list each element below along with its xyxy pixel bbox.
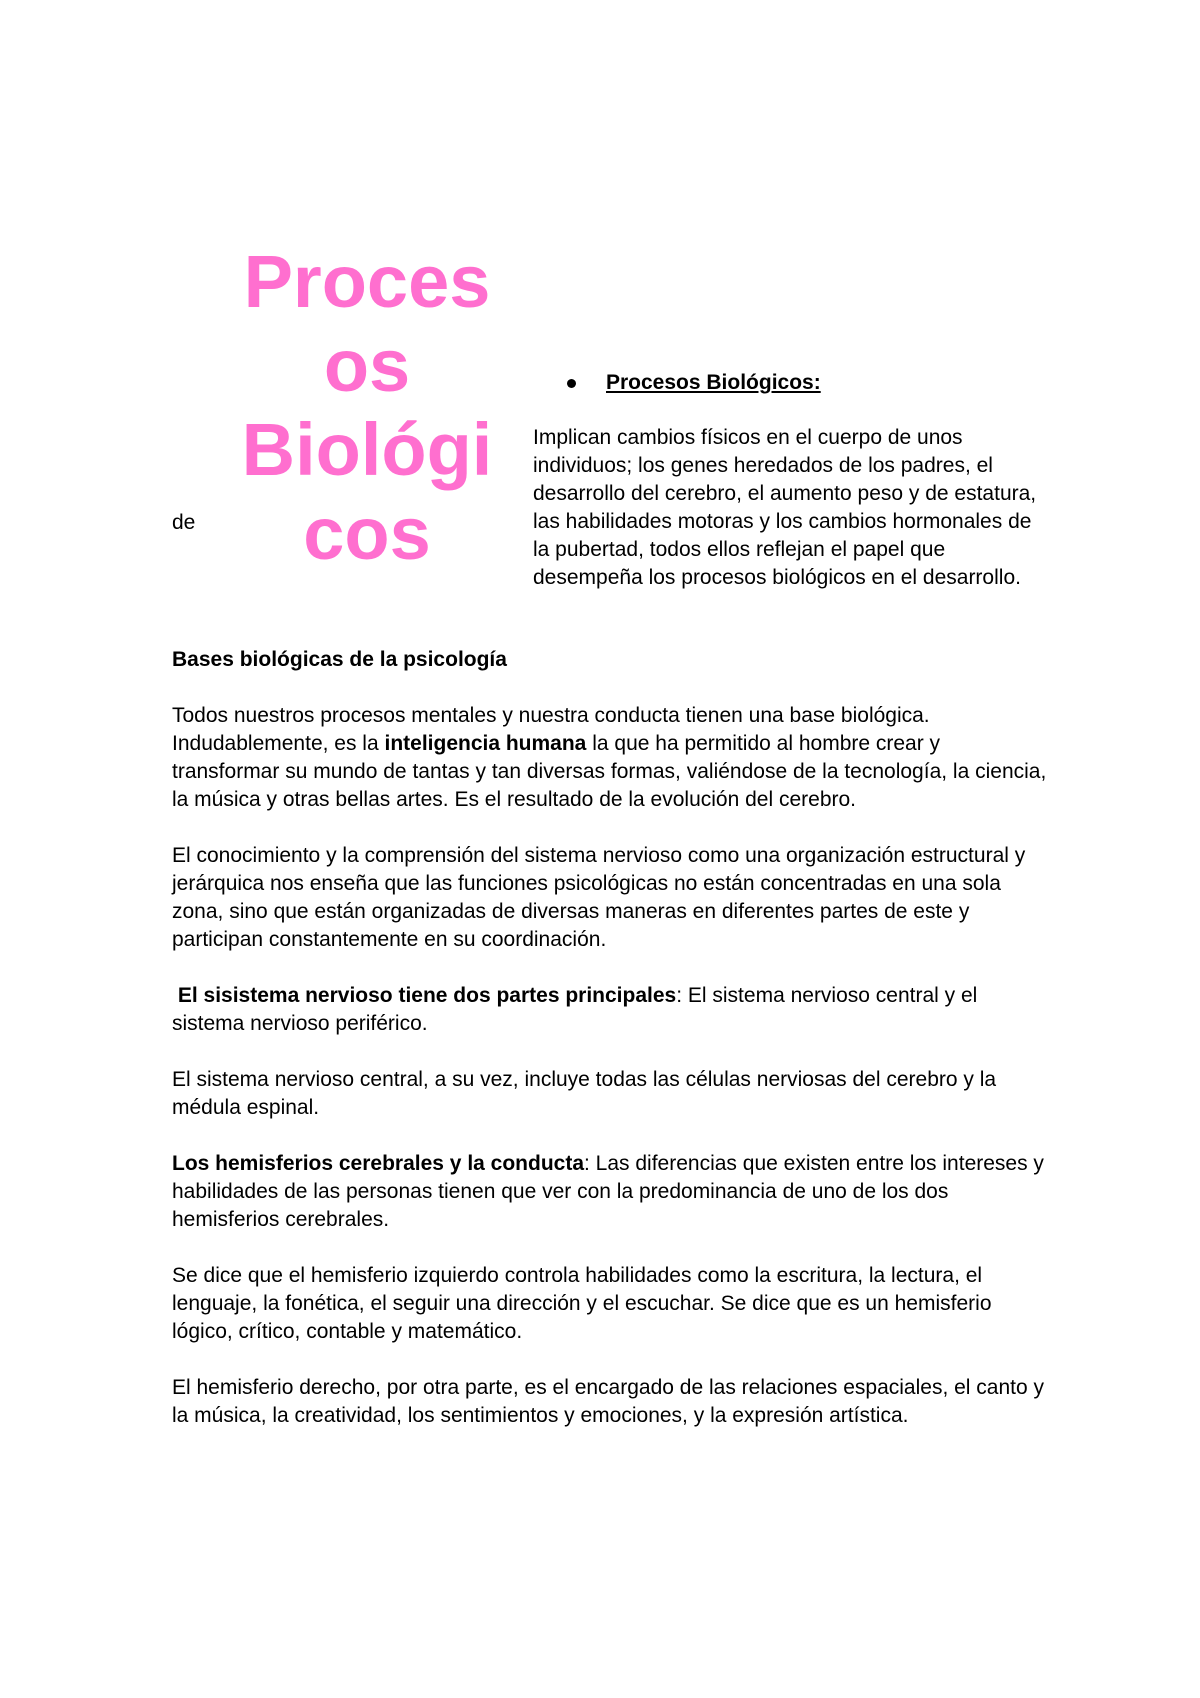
wordart-line: Proces — [243, 240, 491, 323]
wordart-line: Biológi — [241, 408, 493, 491]
main-body — [172, 646, 1052, 1458]
paragraph-7: El hemisferio derecho, por otra parte, es el encargado de las relaciones espaciales, el canto y la música, la creatividad, los sentimientos y emociones, y la expresión artística. — [172, 1376, 1044, 1427]
bullet-item — [533, 370, 1043, 396]
paragraph-1 — [172, 702, 1052, 814]
wordart-line: os — [323, 324, 411, 407]
de-label: de — [172, 511, 196, 534]
wordart-title — [232, 240, 502, 576]
paragraph-3-bold: El sisistema nervioso tiene dos partes principales — [172, 984, 677, 1007]
paragraph-4: El sistema nervioso central, a su vez, incluye todas las células nerviosas del cerebro y la médula espinal. — [172, 1068, 997, 1119]
paragraph-6: Se dice que el hemisferio izquierdo controla habilidades como la escritura, la lectura, el lenguaje, la fonética, el seguir una dirección y el escuchar. Se dice que es un hemisferio lógico, crítico, contable y matemático. — [172, 1264, 992, 1343]
paragraph-3-text: : El sistema nervioso central y el sistema nervioso periférico. — [172, 984, 978, 1035]
paragraph-5-text: : Las diferencias que existen entre los intereses y habilidades de las personas tienen que ver con la predominancia de uno de los dos hemisferios cerebrales. — [172, 1152, 1044, 1231]
paragraph-2: El conocimiento y la comprensión del sistema nervioso como una organización estructural y jerárquica nos enseña que las funciones psicológicas no están concentradas en una sola zona, sino que están organizadas de diversas maneras en diferentes partes de este y participan constantemente en su coordinación. — [172, 844, 1026, 951]
section-heading: Bases biológicas de la psicología — [172, 648, 507, 671]
paragraph-1-text-a: Todos nuestros procesos mentales y nuestra conducta tienen una base biológica. Indudablemente, es la — [172, 704, 930, 755]
paragraph-3 — [172, 982, 1052, 1038]
bullet-title: Procesos Biológicos: — [606, 371, 821, 394]
paragraph-1-text-b: la que ha permitido al hombre crear y transformar su mundo de tantas y tan diversas formas, valiéndose de la tecnología, la ciencia, la música y otras bellas artes. Es el resultado de la evolución del cerebro. — [172, 732, 1047, 811]
wordart-line: cos — [303, 492, 431, 575]
bullet-icon — [567, 379, 576, 388]
paragraph-1-bold: inteligencia humana — [384, 732, 587, 755]
paragraph-5 — [172, 1150, 1052, 1234]
side-column — [533, 370, 1043, 592]
paragraph-5-bold: Los hemisferios cerebrales y la conducta — [172, 1152, 585, 1175]
side-paragraph: Implican cambios físicos en el cuerpo de unos individuos; los genes heredados de los padres, el desarrollo del cerebro, el aumento peso y de estatura, las habilidades motoras y los cambios hormonales de la pubertad, todos ellos reflejan el papel que desempeña los procesos biológicos en el desarrollo. — [533, 426, 1037, 589]
